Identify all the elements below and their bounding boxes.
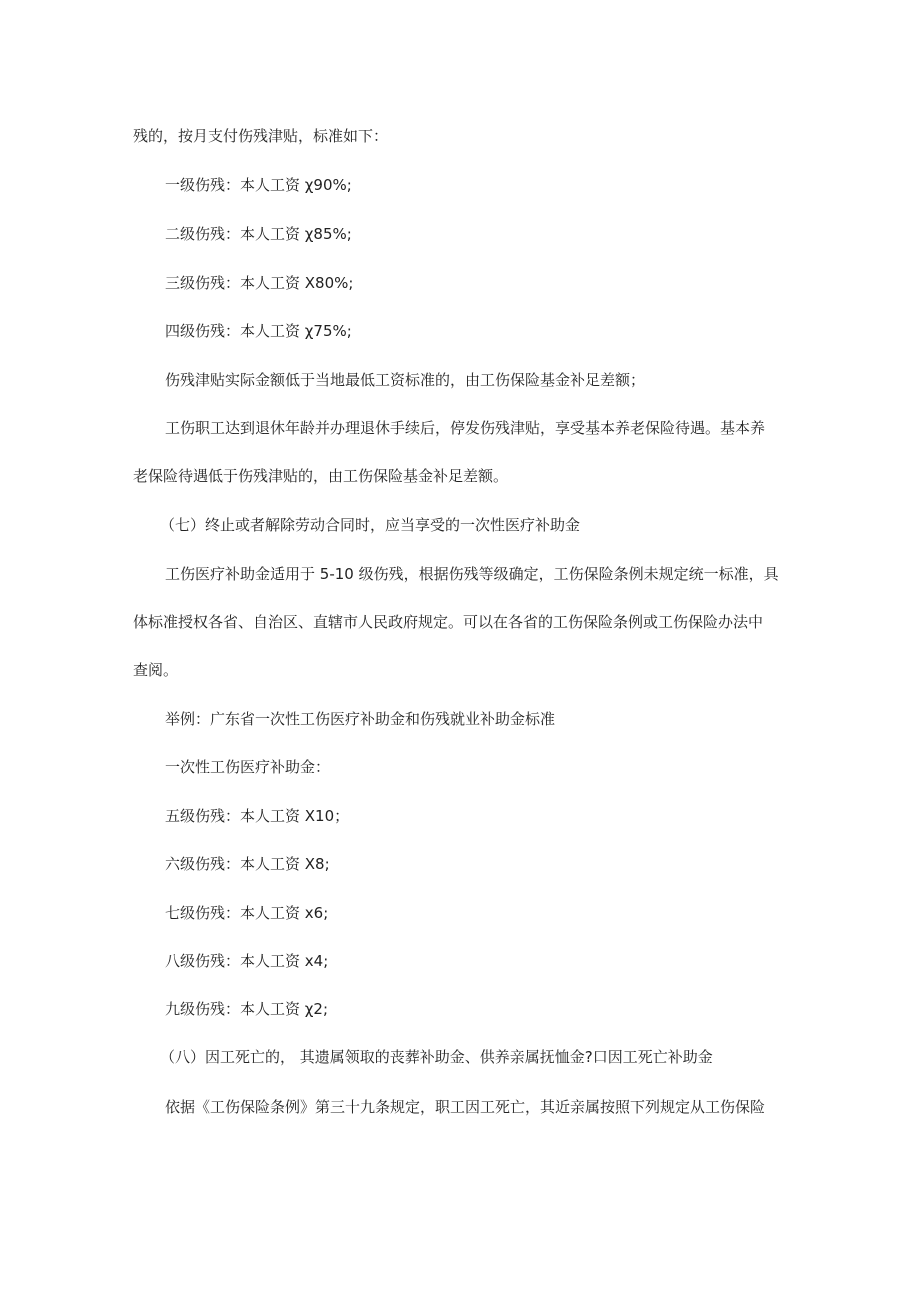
paragraph-line: 九级伤残：本人工资 χ2; bbox=[165, 1000, 329, 1018]
paragraph-line: 残的，按月支付伤残津贴，标准如下： bbox=[133, 127, 389, 145]
paragraph-line: 四级伤残：本人工资 χ75%; bbox=[165, 322, 352, 340]
paragraph-line: 二级伤残：本人工资 χ85%; bbox=[165, 225, 352, 243]
section-heading: （八）因工死亡的， 其遗属领取的丧葬补助金、供养亲属抚恤金?口因工死亡补助金 bbox=[160, 1048, 713, 1066]
paragraph-line: 老保险待遇低于伤残津贴的，由工伤保险基金补足差额。 bbox=[133, 467, 509, 485]
paragraph-line: 体标准授权各省、自治区、直辖市人民政府规定。可以在各省的工伤保险条例或工伤保险办法中 bbox=[133, 613, 764, 631]
paragraph-line: 依据《工伤保险条例》第三十九条规定，职工因工死亡，其近亲属按照下列规定从工伤保险 bbox=[165, 1098, 766, 1116]
paragraph-line: 工伤医疗补助金适用于 5-10 级伤残，根据伤残等级确定，工伤保险条例未规定统一标准，具 bbox=[165, 565, 779, 583]
paragraph-line: 五级伤残：本人工资 X10； bbox=[165, 807, 350, 825]
paragraph-line: 七级伤残：本人工资 x6; bbox=[165, 904, 329, 922]
paragraph-line: 八级伤残：本人工资 x4; bbox=[165, 952, 329, 970]
section-heading: （七）终止或者解除劳动合同时，应当享受的一次性医疗补助金 bbox=[160, 516, 581, 534]
paragraph-line: 一次性工伤医疗补助金： bbox=[165, 758, 331, 776]
paragraph-line: 查阅。 bbox=[133, 661, 179, 679]
paragraph-line: 六级伤残：本人工资 X8; bbox=[165, 855, 330, 873]
paragraph-line: 一级伤残：本人工资 χ90%; bbox=[165, 176, 352, 194]
paragraph-line: 举例：广东省一次性工伤医疗补助金和伤残就业补助金标准 bbox=[165, 710, 556, 728]
paragraph-line: 三级伤残：本人工资 X80%; bbox=[165, 274, 354, 292]
paragraph-line: 伤残津贴实际金额低于当地最低工资标准的，由工伤保险基金补足差额； bbox=[165, 371, 646, 389]
paragraph-line: 工伤职工达到退休年龄并办理退休手续后，停发伤残津贴，享受基本养老保险待遇。基本养 bbox=[165, 419, 766, 437]
